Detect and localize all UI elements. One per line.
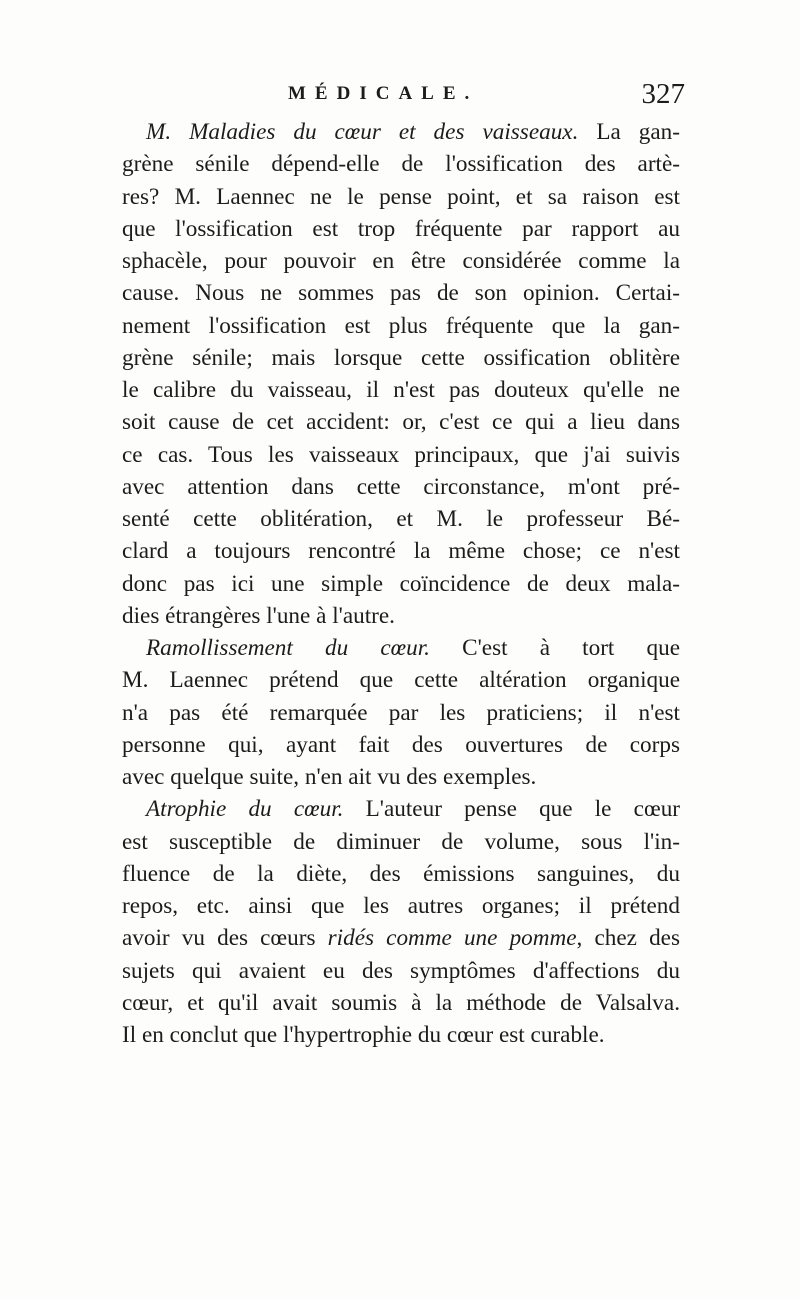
text-run: nement l'ossification est plus fréquente que la gan- <box>122 312 680 339</box>
text-line <box>122 826 680 858</box>
text-run: res? M. Laennec ne le pense point, et sa raison est <box>122 183 680 210</box>
text-line <box>122 406 680 438</box>
text-line <box>122 987 680 1019</box>
italic-run: ridés comme une pomme <box>327 925 577 952</box>
text-line <box>122 729 680 761</box>
text-run: Il en conclut que l'hypertrophie du cœur est curable. <box>122 1022 605 1048</box>
text-line <box>122 793 680 825</box>
text-run: senté cette oblitération, et M. le professeur Bé- <box>122 506 680 532</box>
text-line <box>122 310 680 342</box>
text-line <box>122 632 680 664</box>
italic-run: Atrophie du cœur. <box>146 796 344 823</box>
text-line <box>122 439 680 471</box>
text-line <box>122 245 680 277</box>
text-run: grène sénile dépend-elle de l'ossification des artè- <box>122 151 680 178</box>
text-line <box>122 858 680 890</box>
text-run: soit cause de cet accident: or, c'est ce qui a lieu dans <box>122 409 680 436</box>
text-line <box>122 922 680 954</box>
text-line <box>122 1019 680 1051</box>
text-run: L'auteur pense que le cœur <box>343 796 680 823</box>
text-line <box>122 600 680 632</box>
text-run: que l'ossification est trop fréquente par rapport au <box>122 215 680 242</box>
text-line <box>122 213 680 245</box>
text-run: grène sénile; mais lorsque cette ossification oblitère <box>122 344 680 371</box>
text-line <box>122 181 680 213</box>
text-line <box>122 148 680 180</box>
text-run: La gan- <box>578 119 680 145</box>
italic-run: M. Maladies du cœur et des vaisseaux. <box>146 119 579 145</box>
text-run: avoir vu des cœurs <box>122 925 328 952</box>
italic-run: Ramollissement du cœur. <box>146 635 430 661</box>
text-line <box>122 664 680 696</box>
page-number: 327 <box>641 78 685 110</box>
text-line <box>122 535 680 567</box>
text-run: est susceptible de diminuer de volume, sous l'in- <box>122 828 680 855</box>
text-run: dies étrangères l'une à l'autre. <box>122 602 395 629</box>
text-run: donc pas ici une simple coïncidence de deux mala- <box>122 570 680 597</box>
text-run: ce cas. Tous les vaisseaux principaux, que j'ai suivis <box>122 441 680 468</box>
running-title: MÉDICALE. <box>288 83 479 104</box>
text-run: sujets qui avaient eu des symptômes d'affections du <box>122 957 680 984</box>
running-header <box>120 76 685 112</box>
text-run: sphacèle, pour pouvoir en être considérée comme la <box>122 248 680 274</box>
text-run: M. Laennec prétend que cette altération organique <box>122 667 680 694</box>
text-run: repos, etc. ainsi que les autres organes; il prétend <box>122 893 680 919</box>
text-line <box>122 955 680 987</box>
text-run: fluence de la diète, des émissions sanguines, du <box>122 860 680 887</box>
text-line <box>122 277 680 309</box>
text-line <box>122 374 680 406</box>
text-line <box>122 342 680 374</box>
text-run: cœur, et qu'il avait soumis à la méthode de Valsalva. <box>122 989 680 1016</box>
text-line <box>122 890 680 922</box>
text-run: cause. Nous ne sommes pas de son opinion. Certai- <box>122 280 680 307</box>
text-run: personne qui, ayant fait des ouvertures de corps <box>122 731 680 758</box>
text-run: avec quelque suite, n'en ait vu des exemples. <box>122 764 537 790</box>
text-run: clard a toujours rencontré la même chose; ce n'est <box>122 538 680 565</box>
text-run: n'a pas été remarquée par les praticiens; il n'est <box>122 699 680 726</box>
text-line <box>122 697 680 729</box>
text-line <box>122 116 680 148</box>
text-run: le calibre du vaisseau, il n'est pas douteux qu'elle ne <box>122 377 680 403</box>
text-line <box>122 503 680 535</box>
text-line <box>122 568 680 600</box>
text-run: , chez des <box>576 925 680 952</box>
text-line <box>122 471 680 503</box>
text-run: C'est à tort que <box>429 635 680 661</box>
body-text <box>122 116 680 1051</box>
text-run: avec attention dans cette circonstance, m'ont pré- <box>122 473 680 500</box>
text-line <box>122 761 680 793</box>
